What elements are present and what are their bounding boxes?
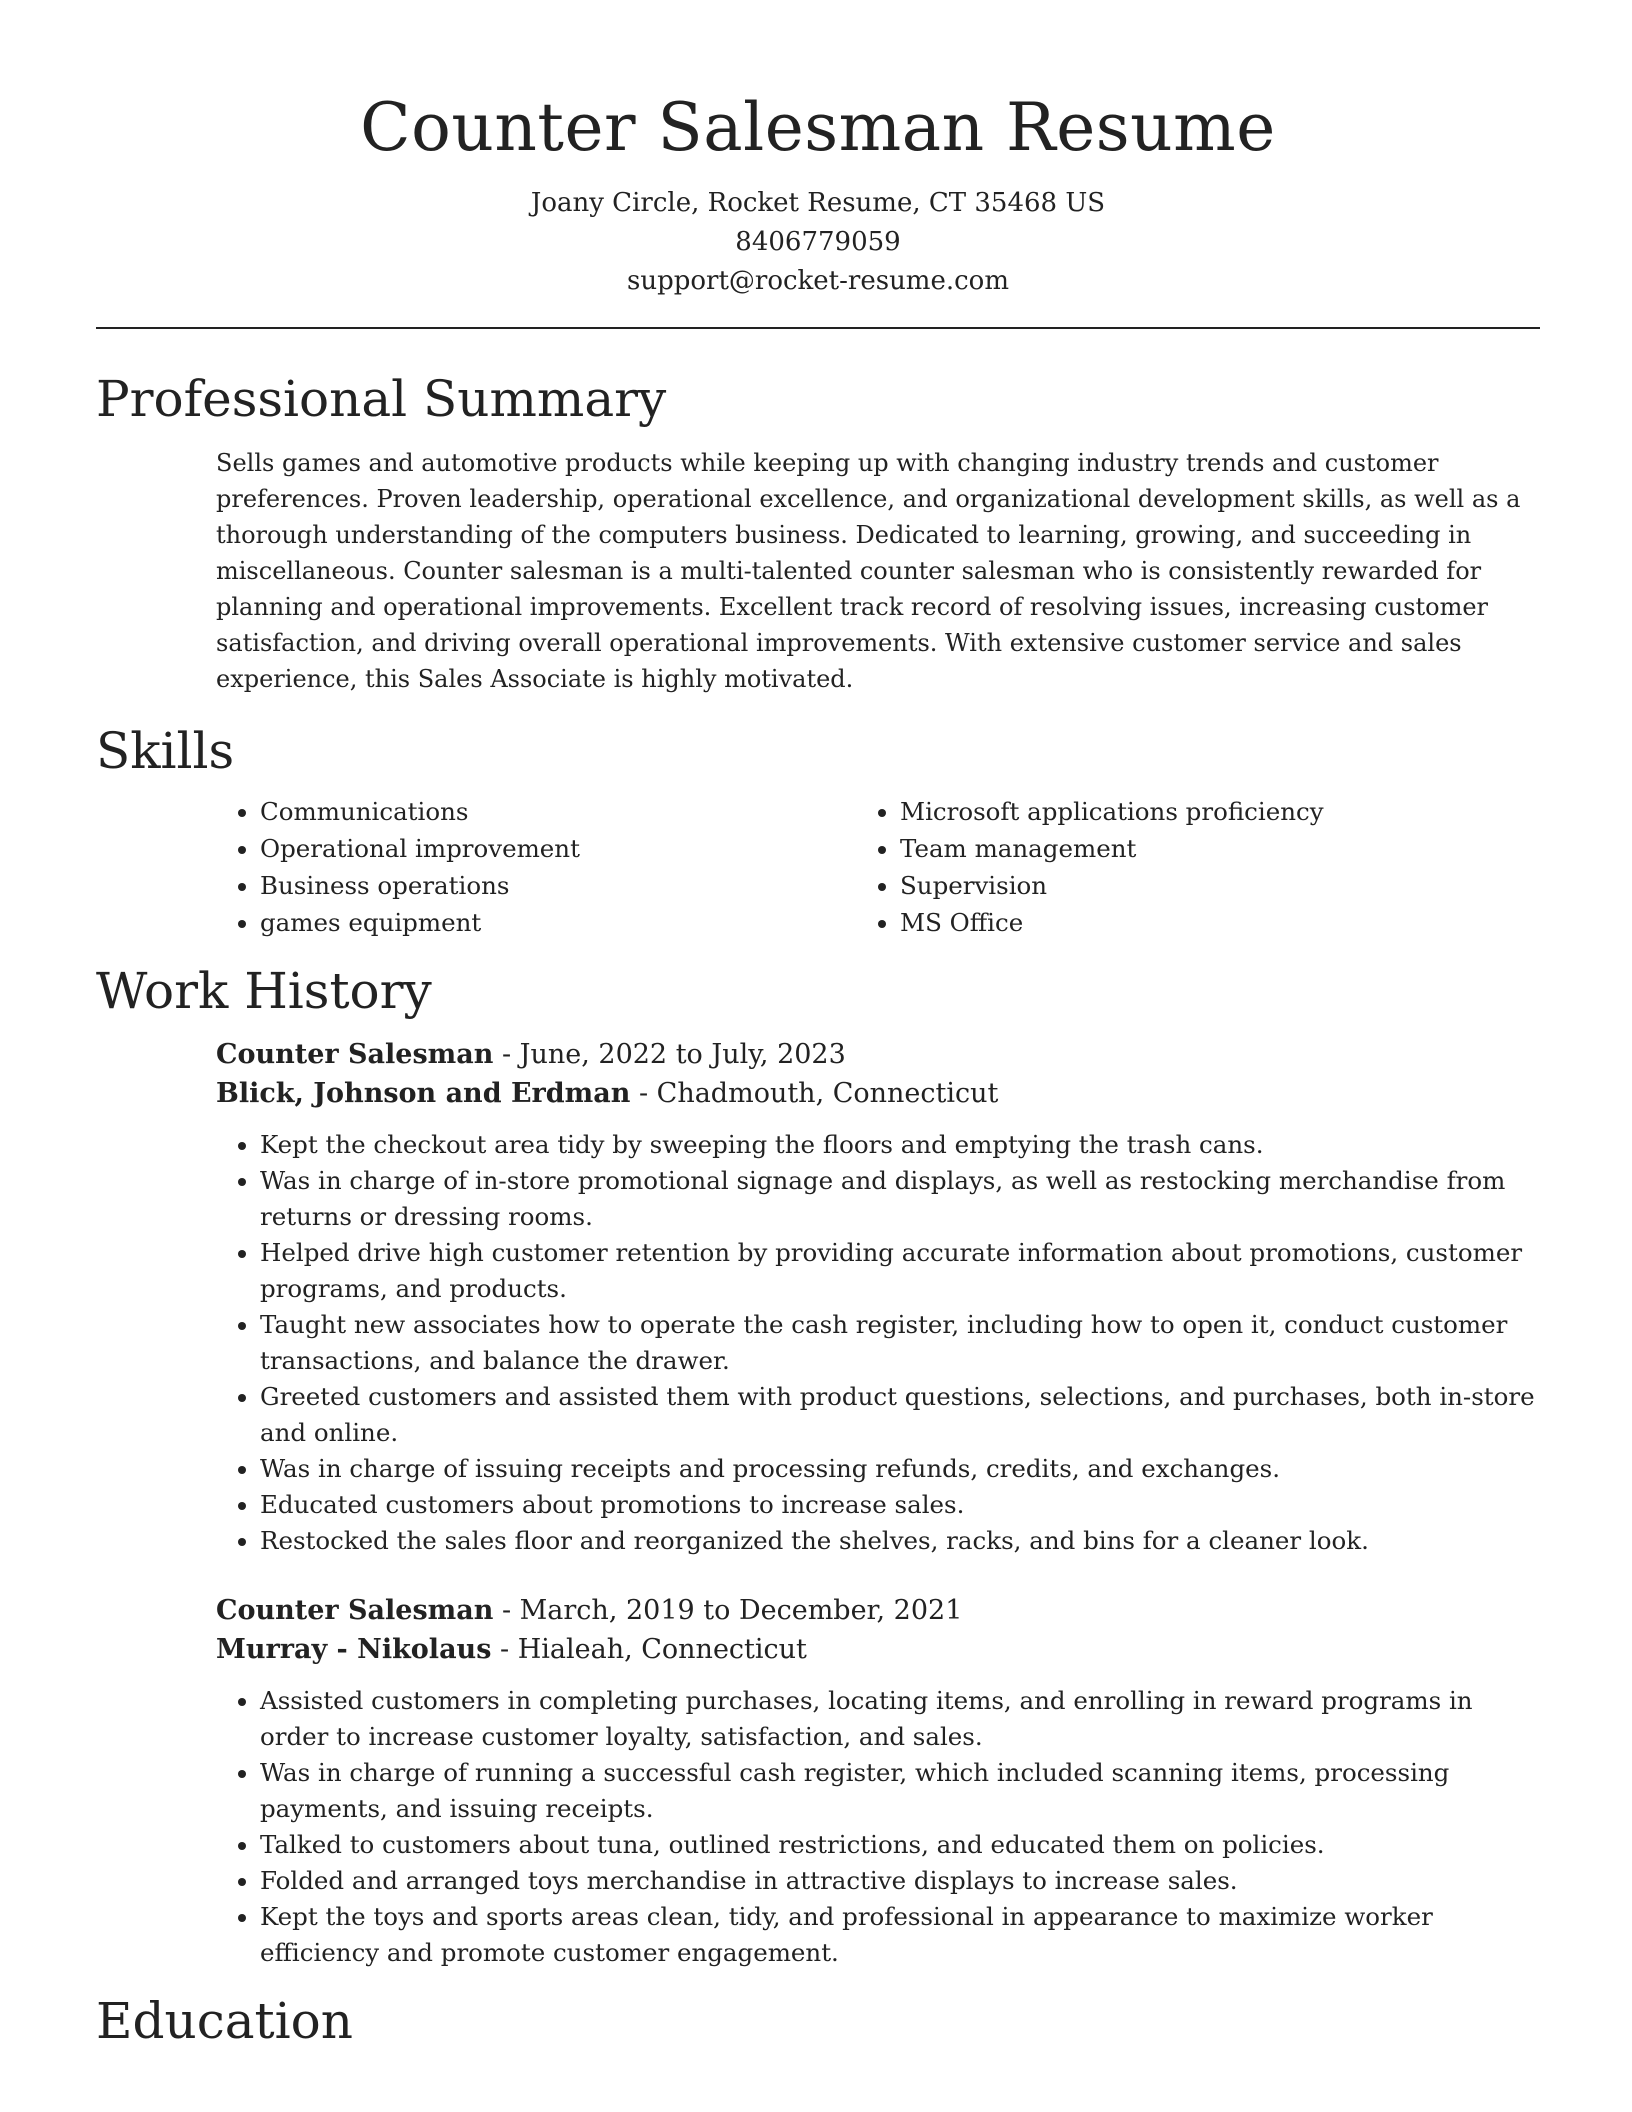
job-dates: March, 2019 to December, 2021 <box>519 1595 963 1626</box>
job-dates: June, 2022 to July, 2023 <box>519 1039 846 1070</box>
summary-text: Sells games and automotive products while keeping up with changing industry trends and customer preferences. Proven leadership, operational excellence, and organizational development skills, as well as a thorough understanding of the computers business. Dedicated to learning, growing, and succeeding in miscellaneous. Counter salesman is a multi-talented counter salesman who is consistently rewarded for planning and operational improvements. Excellent track record of resolving issues, increasing customer satisfaction, and driving overall operational improvements. With extensive customer service and sales experience, this Sales Associate is highly motivated. <box>216 449 1521 693</box>
job-bullets <box>216 1683 1540 1971</box>
separator: - <box>493 1595 520 1626</box>
work-history-heading: Work History <box>96 962 432 1020</box>
skill-item: • Microsoft applications proficiency <box>900 793 1540 830</box>
job-bullet: • Was in charge of issuing receipts and processing refunds, credits, and exchanges. <box>260 1451 1540 1487</box>
skill-item: • games equipment <box>260 904 900 941</box>
job-bullets <box>216 1127 1540 1559</box>
separator: - <box>491 1634 518 1665</box>
job-title-line <box>216 1591 1540 1630</box>
company-name: Murray - Nikolaus <box>216 1634 492 1665</box>
phone: 8406779059 <box>735 227 901 257</box>
email: support@rocket-resume.com <box>626 266 1009 296</box>
skill-item: • Supervision <box>900 867 1540 904</box>
job-company-line <box>216 1074 1540 1113</box>
job-bullet: • Kept the checkout area tidy by sweeping the floors and emptying the trash cans. <box>260 1127 1540 1163</box>
job-title-line <box>216 1035 1540 1074</box>
skills-list <box>216 793 1540 941</box>
skill-item: • Business operations <box>260 867 900 904</box>
job-entry <box>216 1591 1540 1971</box>
address: Joany Circle, Rocket Resume, CT 35468 US <box>530 188 1106 218</box>
job-bullet: • Taught new associates how to operate the cash register, including how to open it, conduct customer transactions, and balance the drawer. <box>260 1307 1540 1379</box>
education-heading: Education <box>96 1992 353 2050</box>
job-bullet: • Talked to customers about tuna, outlined restrictions, and educated them on policies. <box>260 1827 1540 1863</box>
job-title: Counter Salesman <box>216 1039 494 1070</box>
skill-item: • Communications <box>260 793 900 830</box>
job-bullet: • Was in charge of in-store promotional signage and displays, as well as restocking merchandise from returns or dressing rooms. <box>260 1163 1540 1235</box>
skills-column-left <box>216 793 900 941</box>
skills-heading: Skills <box>96 722 235 780</box>
job-bullet: • Greeted customers and assisted them with product questions, selections, and purchases, both in-store and online. <box>260 1379 1540 1451</box>
job-bullet: • Educated customers about promotions to increase sales. <box>260 1487 1540 1523</box>
summary-heading: Professional Summary <box>96 370 667 428</box>
skill-item: • MS Office <box>900 904 1540 941</box>
job-entry <box>216 1035 1540 1559</box>
contact-block <box>96 184 1540 301</box>
job-bullet: • Assisted customers in completing purchases, locating items, and enrolling in reward programs in order to increase customer loyalty, satisfaction, and sales. <box>260 1683 1540 1755</box>
company-name: Blick, Johnson and Erdman <box>216 1078 631 1109</box>
job-bullet: • Was in charge of running a successful cash register, which included scanning items, processing payments, and issuing receipts. <box>260 1755 1540 1827</box>
resume-title: Counter Salesman Resume <box>360 89 1276 166</box>
skill-item: • Team management <box>900 830 1540 867</box>
job-company-line <box>216 1630 1540 1669</box>
separator: - <box>630 1078 657 1109</box>
skill-item: • Operational improvement <box>260 830 900 867</box>
job-bullet: • Helped drive high customer retention by providing accurate information about promotions, customer programs, and products. <box>260 1235 1540 1307</box>
job-title: Counter Salesman <box>216 1595 494 1626</box>
separator: - <box>493 1039 520 1070</box>
job-bullet: • Kept the toys and sports areas clean, tidy, and professional in appearance to maximize worker efficiency and promote customer engagement. <box>260 1899 1540 1971</box>
job-bullet: • Restocked the sales floor and reorganized the shelves, racks, and bins for a cleaner look. <box>260 1523 1540 1559</box>
header-divider <box>96 327 1540 329</box>
job-location: Hialeah, Connecticut <box>517 1634 807 1665</box>
job-location: Chadmouth, Connecticut <box>656 1078 999 1109</box>
job-bullet: • Folded and arranged toys merchandise in attractive displays to increase sales. <box>260 1863 1540 1899</box>
skills-column-right <box>900 793 1540 941</box>
resume-page <box>96 0 1540 2053</box>
